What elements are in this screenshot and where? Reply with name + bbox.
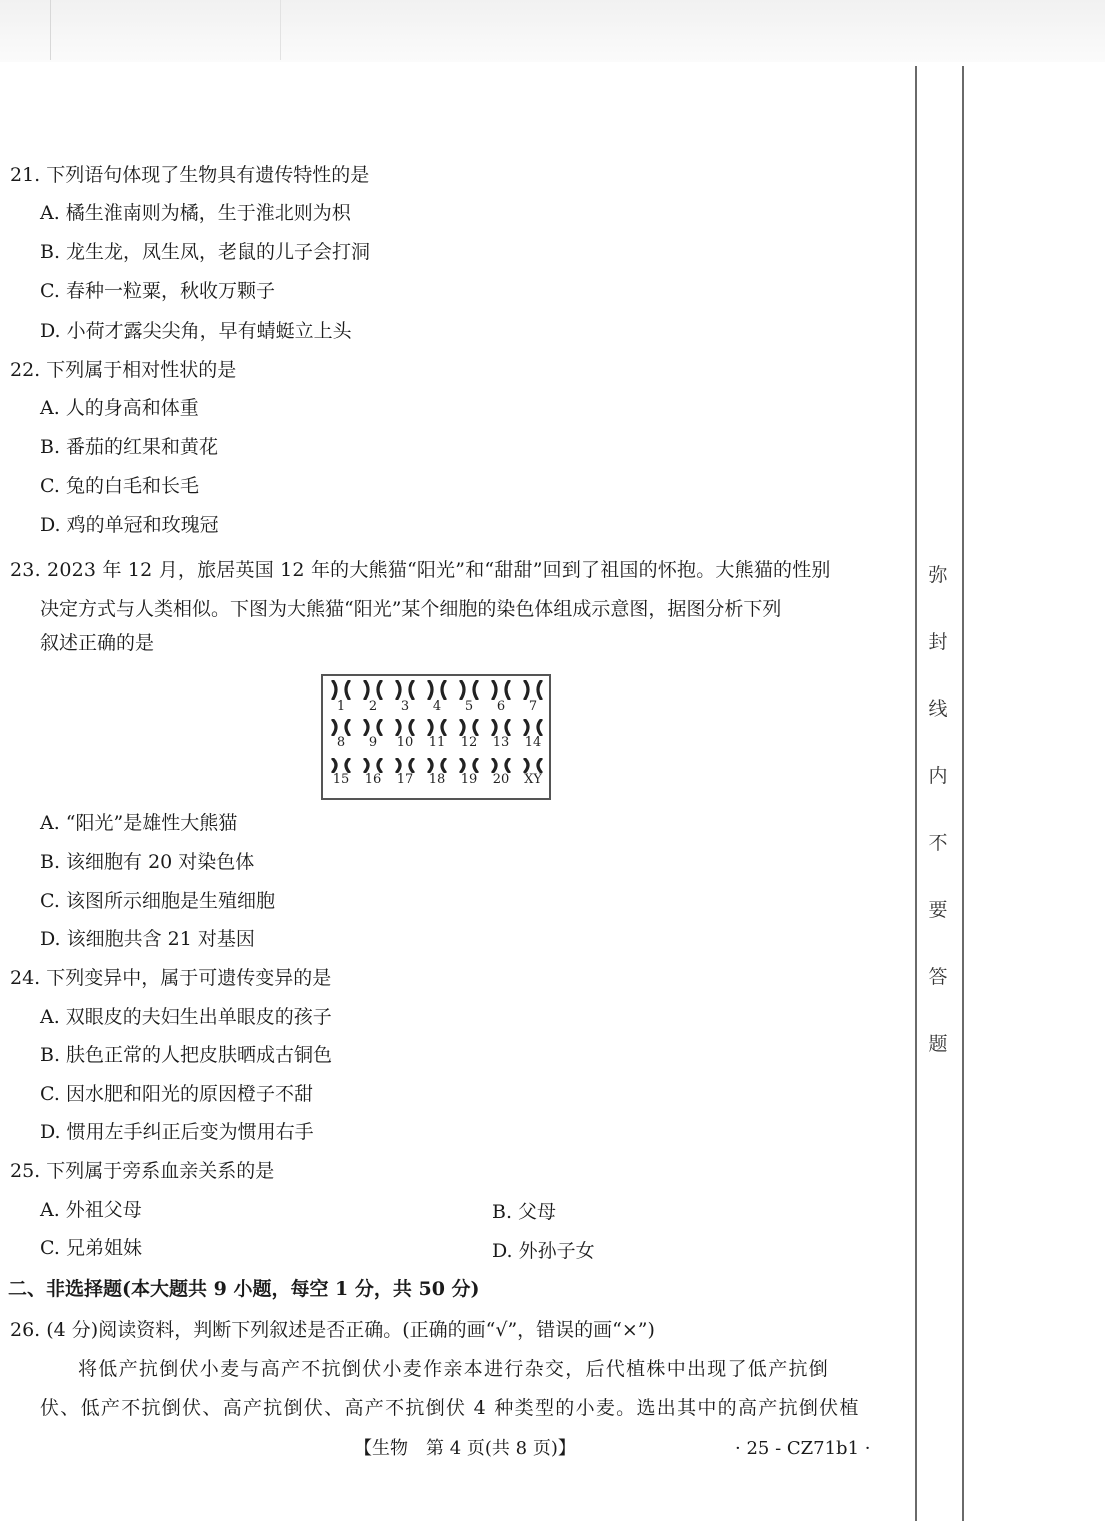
chromosome-pair bbox=[389, 758, 421, 798]
question-21-option-a: A. 橘生淮南则为橘，生于淮北则为枳 bbox=[40, 202, 351, 224]
chromosome-glyph bbox=[521, 719, 545, 736]
chromosome-label: 10 bbox=[396, 735, 414, 750]
chromosome-glyph bbox=[361, 680, 385, 700]
binding-char: 不 bbox=[928, 832, 948, 854]
chromosome-glyph bbox=[489, 680, 513, 700]
question-24-option-c: C. 因水肥和阳光的原因橙子不甜 bbox=[40, 1083, 313, 1105]
chromosome-label: 14 bbox=[524, 735, 542, 750]
chromosome-glyph bbox=[329, 758, 353, 773]
chromosome-glyph bbox=[329, 680, 353, 700]
chromosome-glyph bbox=[361, 719, 385, 736]
chromosome-label: 11 bbox=[428, 735, 446, 750]
chromosome-label: XY bbox=[524, 772, 542, 787]
binding-notice bbox=[918, 560, 958, 1096]
scan-edge-mark bbox=[50, 0, 51, 60]
chromosome-glyph bbox=[425, 719, 449, 736]
chromosome-pair bbox=[325, 719, 357, 759]
chromosome-pair bbox=[421, 758, 453, 798]
chromosome-pair bbox=[357, 719, 389, 759]
chromosome-label: 9 bbox=[368, 735, 378, 750]
chromosome-label: 12 bbox=[460, 735, 478, 750]
question-25-stem: 25. 下列属于旁系血亲关系的是 bbox=[10, 1160, 275, 1182]
question-23-stem-line-2: 决定方式与人类相似。下图为大熊猫“阳光”某个细胞的染色体组成示意图，据图分析下列 bbox=[40, 598, 782, 620]
question-24-stem: 24. 下列变异中，属于可遗传变异的是 bbox=[10, 967, 332, 989]
question-24-option-b: B. 肤色正常的人把皮肤晒成古铜色 bbox=[40, 1044, 333, 1066]
binding-char: 封 bbox=[928, 631, 948, 653]
question-21-option-b: B. 龙生龙，凤生凤，老鼠的儿子会打洞 bbox=[40, 241, 371, 263]
question-21-stem: 21. 下列语句体现了生物具有遗传特性的是 bbox=[10, 164, 370, 186]
chromosome-label: 18 bbox=[428, 772, 446, 787]
chromosome-label: 8 bbox=[336, 735, 346, 750]
chromosome-glyph bbox=[393, 758, 417, 773]
binding-char: 内 bbox=[928, 765, 948, 787]
chromosome-label: 6 bbox=[496, 699, 506, 714]
chromosome-pair bbox=[453, 719, 485, 759]
question-26-passage-line-1: 将低产抗倒伏小麦与高产不抗倒伏小麦作亲本进行杂交，后代植株中出现了低产抗倒 bbox=[78, 1358, 830, 1380]
chromosome-pair bbox=[325, 680, 357, 720]
chromosome-label: 19 bbox=[460, 772, 478, 787]
chromosome-label: 3 bbox=[400, 699, 410, 714]
chromosome-pair bbox=[421, 719, 453, 759]
question-22-option-a: A. 人的身高和体重 bbox=[40, 397, 199, 419]
question-21-option-d: D. 小荷才露尖尖角，早有蜻蜓立上头 bbox=[40, 320, 352, 342]
question-26-passage-line-2: 伏、低产不抗倒伏、高产抗倒伏、高产不抗倒伏 4 种类型的小麦。选出其中的高产抗倒伏植 bbox=[40, 1397, 860, 1419]
question-23-option-a: A. “阳光”是雄性大熊猫 bbox=[40, 812, 238, 834]
scan-edge-mark bbox=[280, 0, 281, 60]
chromosome-glyph bbox=[425, 680, 449, 700]
chromosome-label: 7 bbox=[528, 699, 538, 714]
section-heading: 二、非选择题(本大题共 9 小题，每空 1 分，共 50 分) bbox=[8, 1278, 480, 1300]
chromosome-label: 13 bbox=[492, 735, 510, 750]
chromosome-pair bbox=[421, 680, 453, 720]
question-23-option-d: D. 该细胞共含 21 对基因 bbox=[40, 928, 255, 950]
question-22-stem: 22. 下列属于相对性状的是 bbox=[10, 359, 237, 381]
chromosome-glyph bbox=[425, 758, 449, 773]
chromosome-pair bbox=[389, 719, 421, 759]
chromosome-pair bbox=[485, 758, 517, 798]
chromosome-pair bbox=[453, 758, 485, 798]
chromosome-label: 4 bbox=[432, 699, 442, 714]
question-23-option-c: C. 该图所示细胞是生殖细胞 bbox=[40, 890, 275, 912]
chromosome-label: 16 bbox=[364, 772, 382, 787]
chromosome-pair bbox=[517, 680, 549, 720]
question-24-option-a: A. 双眼皮的夫妇生出单眼皮的孩子 bbox=[40, 1006, 332, 1028]
chromosome-glyph bbox=[457, 719, 481, 736]
question-23-stem-line-1: 23. 2023 年 12 月，旅居英国 12 年的大熊猫“阳光”和“甜甜”回到了祖国的怀抱。大熊猫的性别 bbox=[10, 559, 831, 581]
page-footer: 【生物 第 4 页(共 8 页)】 bbox=[354, 1438, 576, 1459]
question-22-option-c: C. 兔的白毛和长毛 bbox=[40, 475, 199, 497]
question-25-option-b: B. 父母 bbox=[492, 1201, 557, 1223]
chromosome-pair bbox=[357, 758, 389, 798]
chromosome-pair bbox=[325, 758, 357, 798]
binding-line-right bbox=[962, 66, 964, 1521]
binding-char: 答 bbox=[928, 966, 948, 988]
chromosome-label: 15 bbox=[332, 772, 350, 787]
question-22-option-d: D. 鸡的单冠和玫瑰冠 bbox=[40, 514, 219, 536]
question-23-option-b: B. 该细胞有 20 对染色体 bbox=[40, 851, 255, 873]
binding-char: 弥 bbox=[928, 564, 948, 586]
binding-char: 要 bbox=[928, 899, 948, 921]
chromosome-glyph bbox=[361, 758, 385, 773]
chromosome-glyph bbox=[521, 758, 545, 773]
question-25-option-c: C. 兄弟姐妹 bbox=[40, 1237, 142, 1259]
chromosome-label: 5 bbox=[464, 699, 474, 714]
chromosome-pair bbox=[485, 680, 517, 720]
chromosome-glyph bbox=[393, 719, 417, 736]
chromosome-glyph bbox=[457, 758, 481, 773]
chromosome-glyph bbox=[457, 680, 481, 700]
chromosome-label: 2 bbox=[368, 699, 378, 714]
chromosome-glyph bbox=[393, 680, 417, 700]
question-25-option-a: A. 外祖父母 bbox=[40, 1199, 142, 1221]
chromosome-pair bbox=[389, 680, 421, 720]
chromosome-label: 20 bbox=[492, 772, 510, 787]
chromosome-glyph bbox=[489, 758, 513, 773]
question-24-option-d: D. 惯用左手纠正后变为惯用右手 bbox=[40, 1121, 314, 1143]
binding-char: 线 bbox=[928, 698, 948, 720]
chromosome-pair bbox=[453, 680, 485, 720]
exam-code: · 25 - CZ71b1 · bbox=[735, 1438, 871, 1459]
chromosome-glyph bbox=[489, 719, 513, 736]
chromosome-glyph bbox=[329, 719, 353, 736]
chromosome-label: 17 bbox=[396, 772, 414, 787]
question-26-stem: 26. (4 分)阅读资料，判断下列叙述是否正确。(正确的画“√”，错误的画“×”) bbox=[10, 1319, 655, 1341]
question-25-option-d: D. 外孙子女 bbox=[492, 1240, 595, 1262]
chromosome-pair bbox=[517, 719, 549, 759]
question-23-stem-line-3: 叙述正确的是 bbox=[40, 632, 155, 654]
question-22-option-b: B. 番茄的红果和黄花 bbox=[40, 436, 219, 458]
question-21-option-c: C. 春种一粒粟，秋收万颗子 bbox=[40, 280, 275, 302]
chromosome-karyotype-figure bbox=[321, 674, 551, 800]
binding-char: 题 bbox=[928, 1033, 948, 1055]
chromosome-glyph bbox=[521, 680, 545, 700]
chromosome-pair bbox=[517, 758, 549, 798]
binding-line-left bbox=[915, 66, 917, 1521]
chromosome-pair bbox=[357, 680, 389, 720]
scan-top-band bbox=[0, 0, 1105, 62]
chromosome-label: 1 bbox=[336, 699, 346, 714]
chromosome-pair bbox=[485, 719, 517, 759]
